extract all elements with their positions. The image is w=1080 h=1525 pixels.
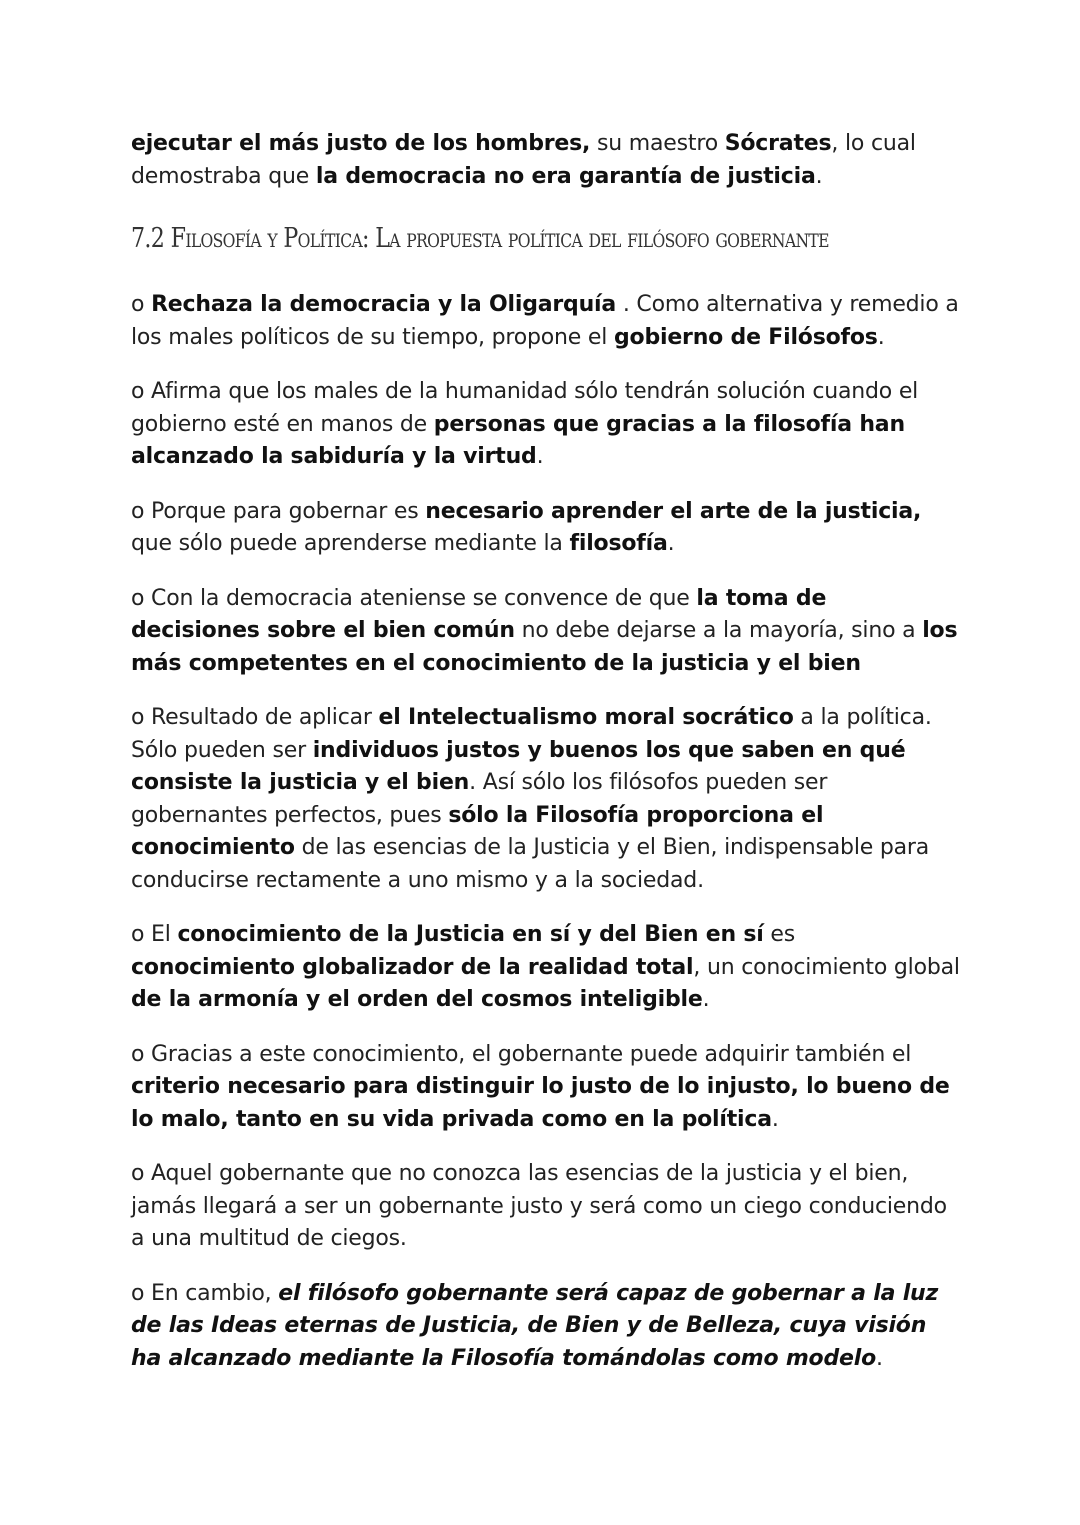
- intro-paragraph: [131, 128, 961, 193]
- document-page: [131, 128, 961, 1397]
- text: .: [876, 1345, 883, 1371]
- bold-text: la toma de decisiones sobre el bien común: [131, 585, 827, 643]
- text: o El: [131, 922, 178, 947]
- text: de las esencias de la Justicia y el Bien, indispensable para conducirse rectamente a uno mismo y a la sociedad.: [131, 835, 930, 893]
- section-heading: 7.2 Filosofía y Política: La propuesta política del filósofo gobernante: [131, 223, 829, 254]
- bullet-paragraph: [131, 583, 961, 681]
- text: es: [763, 922, 796, 947]
- text: su maestro: [590, 131, 725, 156]
- bold-text: el Intelectualismo moral socrático: [378, 705, 794, 730]
- text: no debe dejarse a la mayoría, sino a: [514, 618, 923, 643]
- text: .: [877, 324, 885, 350]
- bullet-paragraph: [131, 289, 961, 354]
- text: . Como alternativa y remedio a los males políticos de su tiempo, propone el: [131, 292, 959, 350]
- bullet-paragraph: [131, 919, 961, 1017]
- bold-text: criterio necesario para distinguir lo justo de lo injusto, lo bueno de lo malo, tanto en su vida privada como en la política: [131, 1074, 950, 1132]
- bullet-paragraph: [131, 1158, 961, 1256]
- bullet-paragraph: [131, 496, 961, 561]
- bold-text: individuos justos y buenos los que saben en qué consiste la justicia y el bien: [131, 737, 906, 795]
- text: o: [131, 292, 152, 317]
- text: .: [536, 444, 544, 469]
- bold-text: los más competentes en el conocimiento de la justicia y el bien: [131, 618, 958, 676]
- bold-text: de la armonía y el orden del cosmos inteligible: [131, 987, 703, 1012]
- text: o Aquel gobernante que no conozca las esencias de la justicia y el bien, jamás llegará a ser un gobernante justo y será como un ciego conduciendo a una multitud de ciegos.: [131, 1161, 947, 1251]
- text: o Resultado de aplicar: [131, 705, 379, 730]
- bold-text: Rechaza la democracia y la Oligarquía: [151, 292, 617, 317]
- bold-text: conocimiento de la Justicia en sí y del Bien en sí: [177, 922, 764, 947]
- bold-text: Sócrates: [724, 131, 832, 156]
- text: , lo cual demostraba que: [131, 131, 916, 189]
- bold-text: la democracia no era garantía de justicia: [315, 163, 816, 189]
- text: o En cambio,: [131, 1280, 279, 1306]
- bold-text: sólo la Filosofía proporciona el conocimiento: [131, 802, 824, 860]
- bullet-paragraph: [131, 702, 961, 897]
- bold-text: necesario aprender el arte de la justicia,: [425, 498, 922, 524]
- text: o Porque para gobernar es: [131, 498, 426, 524]
- text: .: [771, 1106, 779, 1132]
- text: .: [667, 531, 675, 556]
- text: .: [815, 163, 823, 189]
- bullet-paragraph: [131, 1278, 961, 1376]
- bold-text: gobierno de Filósofos: [613, 324, 878, 350]
- bold-text: ejecutar el más justo de los hombres,: [131, 131, 591, 156]
- bullet-paragraph: [131, 376, 961, 474]
- text: o Gracias a este conocimiento, el gobernante puede adquirir también el: [131, 1041, 912, 1067]
- bold-italic-text: el filósofo gobernante será capaz de gobernar a la luz de las Ideas eternas de Justicia, de Bien y de Belleza, cuya visión ha alcanzado mediante la Filosofía tomándolas como modelo: [131, 1280, 939, 1371]
- text: o Con la democracia ateniense se convence de que: [131, 585, 697, 611]
- text: .: [702, 987, 710, 1012]
- text: que sólo puede aprenderse mediante la: [131, 531, 570, 556]
- bold-text: filosofía: [569, 531, 668, 556]
- bullet-paragraph: [131, 1039, 961, 1137]
- text: . Así sólo los filósofos pueden ser gobernantes perfectos, pues: [131, 770, 828, 828]
- bold-text: conocimiento globalizador de la realidad total: [131, 954, 694, 980]
- text: a la política. Sólo pueden ser: [131, 705, 932, 763]
- text: , un conocimiento global: [693, 954, 960, 980]
- text: o Afirma que los males de la humanidad sólo tendrán solución cuando el gobierno esté en manos de: [131, 379, 919, 437]
- bold-text: personas que gracias a la filosofía han alcanzado la sabiduría y la virtud: [131, 411, 905, 469]
